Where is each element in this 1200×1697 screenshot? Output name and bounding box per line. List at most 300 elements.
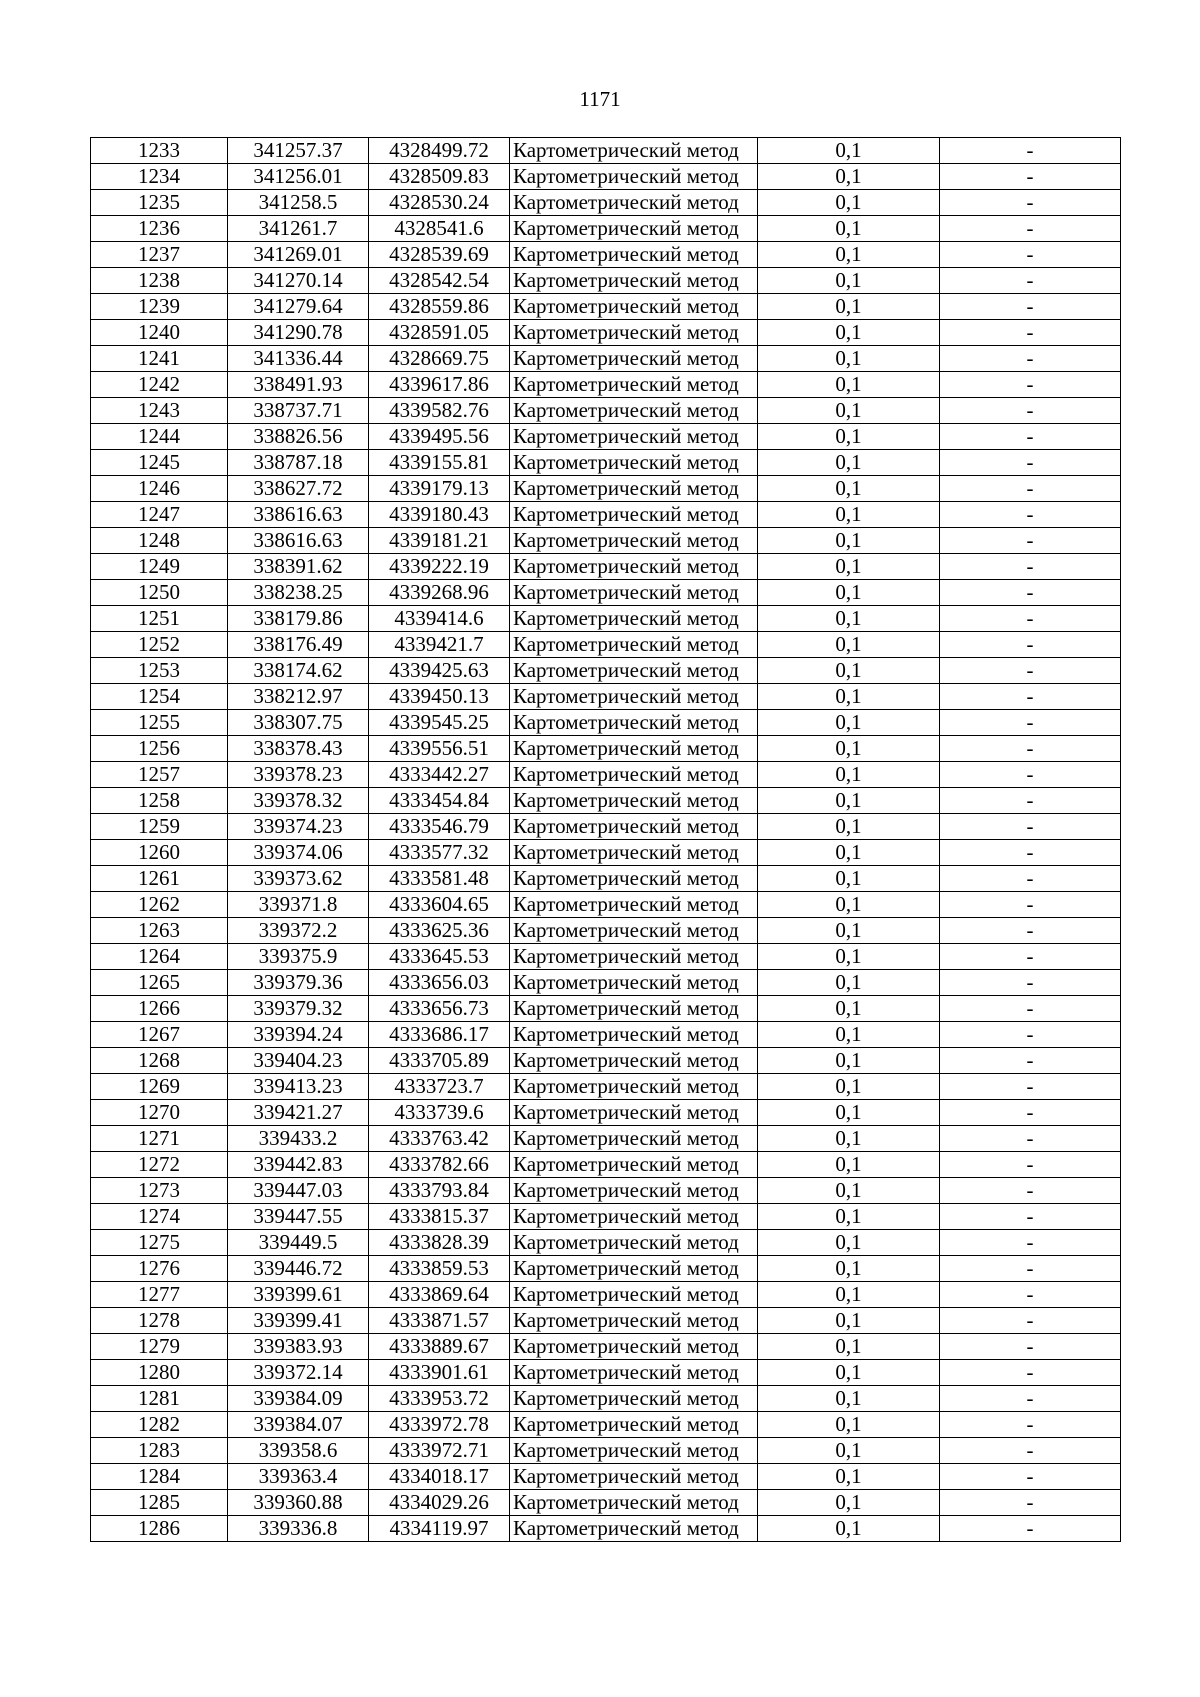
method-cell: Картометрический метод xyxy=(510,840,758,866)
x-coordinate-cell: 338616.63 xyxy=(228,502,369,528)
point-number-cell: 1238 xyxy=(91,268,228,294)
x-coordinate-cell: 339394.24 xyxy=(228,1022,369,1048)
extra-cell: - xyxy=(940,1256,1121,1282)
x-coordinate-cell: 341270.14 xyxy=(228,268,369,294)
y-coordinate-cell: 4333739.6 xyxy=(369,1100,510,1126)
x-coordinate-cell: 341256.01 xyxy=(228,164,369,190)
table-row xyxy=(91,1126,1121,1152)
accuracy-cell: 0,1 xyxy=(758,1022,940,1048)
y-coordinate-cell: 4328541.6 xyxy=(369,216,510,242)
y-coordinate-cell: 4339180.43 xyxy=(369,502,510,528)
extra-cell: - xyxy=(940,1074,1121,1100)
x-coordinate-cell: 339449.5 xyxy=(228,1230,369,1256)
extra-cell: - xyxy=(940,1126,1121,1152)
table-row xyxy=(91,372,1121,398)
y-coordinate-cell: 4328559.86 xyxy=(369,294,510,320)
method-cell: Картометрический метод xyxy=(510,918,758,944)
y-coordinate-cell: 4333442.27 xyxy=(369,762,510,788)
extra-cell: - xyxy=(940,892,1121,918)
table-row xyxy=(91,320,1121,346)
method-cell: Картометрический метод xyxy=(510,944,758,970)
x-coordinate-cell: 339404.23 xyxy=(228,1048,369,1074)
y-coordinate-cell: 4334119.97 xyxy=(369,1516,510,1542)
extra-cell: - xyxy=(940,1334,1121,1360)
accuracy-cell: 0,1 xyxy=(758,918,940,944)
extra-cell: - xyxy=(940,216,1121,242)
y-coordinate-cell: 4333656.03 xyxy=(369,970,510,996)
point-number-cell: 1279 xyxy=(91,1334,228,1360)
table-row xyxy=(91,1412,1121,1438)
x-coordinate-cell: 339384.07 xyxy=(228,1412,369,1438)
point-number-cell: 1257 xyxy=(91,762,228,788)
x-coordinate-cell: 339384.09 xyxy=(228,1386,369,1412)
table-row xyxy=(91,268,1121,294)
y-coordinate-cell: 4333889.67 xyxy=(369,1334,510,1360)
accuracy-cell: 0,1 xyxy=(758,1516,940,1542)
y-coordinate-cell: 4339222.19 xyxy=(369,554,510,580)
accuracy-cell: 0,1 xyxy=(758,710,940,736)
extra-cell: - xyxy=(940,294,1121,320)
x-coordinate-cell: 338378.43 xyxy=(228,736,369,762)
table-row xyxy=(91,164,1121,190)
extra-cell: - xyxy=(940,1438,1121,1464)
extra-cell: - xyxy=(940,1022,1121,1048)
accuracy-cell: 0,1 xyxy=(758,970,940,996)
table-row xyxy=(91,944,1121,970)
extra-cell: - xyxy=(940,1048,1121,1074)
coordinates-table xyxy=(90,137,1121,1542)
table-row xyxy=(91,1516,1121,1542)
point-number-cell: 1267 xyxy=(91,1022,228,1048)
x-coordinate-cell: 338176.49 xyxy=(228,632,369,658)
x-coordinate-cell: 339447.55 xyxy=(228,1204,369,1230)
extra-cell: - xyxy=(940,1178,1121,1204)
x-coordinate-cell: 339421.27 xyxy=(228,1100,369,1126)
x-coordinate-cell: 339399.61 xyxy=(228,1282,369,1308)
point-number-cell: 1233 xyxy=(91,138,228,164)
point-number-cell: 1245 xyxy=(91,450,228,476)
x-coordinate-cell: 338826.56 xyxy=(228,424,369,450)
extra-cell: - xyxy=(940,398,1121,424)
accuracy-cell: 0,1 xyxy=(758,814,940,840)
y-coordinate-cell: 4333656.73 xyxy=(369,996,510,1022)
extra-cell: - xyxy=(940,606,1121,632)
accuracy-cell: 0,1 xyxy=(758,476,940,502)
extra-cell: - xyxy=(940,1152,1121,1178)
x-coordinate-cell: 339442.83 xyxy=(228,1152,369,1178)
extra-cell: - xyxy=(940,1308,1121,1334)
method-cell: Картометрический метод xyxy=(510,1074,758,1100)
point-number-cell: 1283 xyxy=(91,1438,228,1464)
point-number-cell: 1261 xyxy=(91,866,228,892)
x-coordinate-cell: 341279.64 xyxy=(228,294,369,320)
point-number-cell: 1272 xyxy=(91,1152,228,1178)
accuracy-cell: 0,1 xyxy=(758,1308,940,1334)
x-coordinate-cell: 339413.23 xyxy=(228,1074,369,1100)
method-cell: Картометрический метод xyxy=(510,606,758,632)
accuracy-cell: 0,1 xyxy=(758,502,940,528)
point-number-cell: 1241 xyxy=(91,346,228,372)
point-number-cell: 1236 xyxy=(91,216,228,242)
x-coordinate-cell: 338737.71 xyxy=(228,398,369,424)
table-row xyxy=(91,1204,1121,1230)
extra-cell: - xyxy=(940,346,1121,372)
table-row xyxy=(91,138,1121,164)
extra-cell: - xyxy=(940,1490,1121,1516)
method-cell: Картометрический метод xyxy=(510,138,758,164)
point-number-cell: 1247 xyxy=(91,502,228,528)
table-row xyxy=(91,996,1121,1022)
method-cell: Картометрический метод xyxy=(510,372,758,398)
table-row xyxy=(91,1360,1121,1386)
method-cell: Картометрический метод xyxy=(510,1230,758,1256)
x-coordinate-cell: 339378.32 xyxy=(228,788,369,814)
y-coordinate-cell: 4333793.84 xyxy=(369,1178,510,1204)
x-coordinate-cell: 339374.06 xyxy=(228,840,369,866)
extra-cell: - xyxy=(940,528,1121,554)
coordinates-table-body xyxy=(91,138,1121,1542)
table-row xyxy=(91,866,1121,892)
table-row xyxy=(91,814,1121,840)
y-coordinate-cell: 4328539.69 xyxy=(369,242,510,268)
x-coordinate-cell: 339379.32 xyxy=(228,996,369,1022)
accuracy-cell: 0,1 xyxy=(758,554,940,580)
accuracy-cell: 0,1 xyxy=(758,1282,940,1308)
x-coordinate-cell: 339372.2 xyxy=(228,918,369,944)
x-coordinate-cell: 338174.62 xyxy=(228,658,369,684)
method-cell: Картометрический метод xyxy=(510,736,758,762)
accuracy-cell: 0,1 xyxy=(758,1412,940,1438)
accuracy-cell: 0,1 xyxy=(758,1334,940,1360)
x-coordinate-cell: 341290.78 xyxy=(228,320,369,346)
y-coordinate-cell: 4339268.96 xyxy=(369,580,510,606)
x-coordinate-cell: 339372.14 xyxy=(228,1360,369,1386)
point-number-cell: 1235 xyxy=(91,190,228,216)
extra-cell: - xyxy=(940,138,1121,164)
extra-cell: - xyxy=(940,1360,1121,1386)
table-row xyxy=(91,398,1121,424)
point-number-cell: 1239 xyxy=(91,294,228,320)
accuracy-cell: 0,1 xyxy=(758,1230,940,1256)
accuracy-cell: 0,1 xyxy=(758,398,940,424)
table-row xyxy=(91,710,1121,736)
extra-cell: - xyxy=(940,788,1121,814)
accuracy-cell: 0,1 xyxy=(758,346,940,372)
y-coordinate-cell: 4333686.17 xyxy=(369,1022,510,1048)
y-coordinate-cell: 4333859.53 xyxy=(369,1256,510,1282)
point-number-cell: 1260 xyxy=(91,840,228,866)
accuracy-cell: 0,1 xyxy=(758,138,940,164)
y-coordinate-cell: 4333604.65 xyxy=(369,892,510,918)
y-coordinate-cell: 4333901.61 xyxy=(369,1360,510,1386)
accuracy-cell: 0,1 xyxy=(758,294,940,320)
accuracy-cell: 0,1 xyxy=(758,1386,940,1412)
method-cell: Картометрический метод xyxy=(510,502,758,528)
table-row xyxy=(91,684,1121,710)
point-number-cell: 1240 xyxy=(91,320,228,346)
extra-cell: - xyxy=(940,710,1121,736)
extra-cell: - xyxy=(940,840,1121,866)
y-coordinate-cell: 4333723.7 xyxy=(369,1074,510,1100)
accuracy-cell: 0,1 xyxy=(758,1464,940,1490)
accuracy-cell: 0,1 xyxy=(758,1256,940,1282)
extra-cell: - xyxy=(940,1412,1121,1438)
table-row xyxy=(91,736,1121,762)
table-row xyxy=(91,632,1121,658)
table-row xyxy=(91,1256,1121,1282)
point-number-cell: 1251 xyxy=(91,606,228,632)
table-row xyxy=(91,424,1121,450)
table-row xyxy=(91,1334,1121,1360)
y-coordinate-cell: 4333546.79 xyxy=(369,814,510,840)
table-row xyxy=(91,1100,1121,1126)
point-number-cell: 1276 xyxy=(91,1256,228,1282)
point-number-cell: 1269 xyxy=(91,1074,228,1100)
point-number-cell: 1278 xyxy=(91,1308,228,1334)
y-coordinate-cell: 4339179.13 xyxy=(369,476,510,502)
y-coordinate-cell: 4333763.42 xyxy=(369,1126,510,1152)
x-coordinate-cell: 339336.8 xyxy=(228,1516,369,1542)
method-cell: Картометрический метод xyxy=(510,710,758,736)
method-cell: Картометрический метод xyxy=(510,216,758,242)
accuracy-cell: 0,1 xyxy=(758,788,940,814)
point-number-cell: 1252 xyxy=(91,632,228,658)
table-row xyxy=(91,190,1121,216)
x-coordinate-cell: 341257.37 xyxy=(228,138,369,164)
point-number-cell: 1277 xyxy=(91,1282,228,1308)
y-coordinate-cell: 4339556.51 xyxy=(369,736,510,762)
extra-cell: - xyxy=(940,866,1121,892)
method-cell: Картометрический метод xyxy=(510,554,758,580)
method-cell: Картометрический метод xyxy=(510,1048,758,1074)
x-coordinate-cell: 338627.72 xyxy=(228,476,369,502)
accuracy-cell: 0,1 xyxy=(758,1178,940,1204)
method-cell: Картометрический метод xyxy=(510,1490,758,1516)
y-coordinate-cell: 4328669.75 xyxy=(369,346,510,372)
method-cell: Картометрический метод xyxy=(510,528,758,554)
extra-cell: - xyxy=(940,970,1121,996)
method-cell: Картометрический метод xyxy=(510,684,758,710)
point-number-cell: 1280 xyxy=(91,1360,228,1386)
table-row xyxy=(91,1074,1121,1100)
method-cell: Картометрический метод xyxy=(510,996,758,1022)
y-coordinate-cell: 4328509.83 xyxy=(369,164,510,190)
point-number-cell: 1258 xyxy=(91,788,228,814)
y-coordinate-cell: 4333869.64 xyxy=(369,1282,510,1308)
point-number-cell: 1255 xyxy=(91,710,228,736)
method-cell: Картометрический метод xyxy=(510,892,758,918)
extra-cell: - xyxy=(940,190,1121,216)
table-row xyxy=(91,840,1121,866)
point-number-cell: 1285 xyxy=(91,1490,228,1516)
point-number-cell: 1284 xyxy=(91,1464,228,1490)
point-number-cell: 1237 xyxy=(91,242,228,268)
extra-cell: - xyxy=(940,736,1121,762)
accuracy-cell: 0,1 xyxy=(758,1126,940,1152)
y-coordinate-cell: 4339450.13 xyxy=(369,684,510,710)
x-coordinate-cell: 339358.6 xyxy=(228,1438,369,1464)
extra-cell: - xyxy=(940,1204,1121,1230)
y-coordinate-cell: 4333815.37 xyxy=(369,1204,510,1230)
extra-cell: - xyxy=(940,658,1121,684)
point-number-cell: 1265 xyxy=(91,970,228,996)
accuracy-cell: 0,1 xyxy=(758,1204,940,1230)
x-coordinate-cell: 338787.18 xyxy=(228,450,369,476)
x-coordinate-cell: 339360.88 xyxy=(228,1490,369,1516)
y-coordinate-cell: 4333705.89 xyxy=(369,1048,510,1074)
point-number-cell: 1264 xyxy=(91,944,228,970)
table-row xyxy=(91,970,1121,996)
x-coordinate-cell: 338491.93 xyxy=(228,372,369,398)
point-number-cell: 1275 xyxy=(91,1230,228,1256)
y-coordinate-cell: 4328530.24 xyxy=(369,190,510,216)
point-number-cell: 1254 xyxy=(91,684,228,710)
accuracy-cell: 0,1 xyxy=(758,1100,940,1126)
method-cell: Картометрический метод xyxy=(510,788,758,814)
extra-cell: - xyxy=(940,320,1121,346)
accuracy-cell: 0,1 xyxy=(758,164,940,190)
y-coordinate-cell: 4333782.66 xyxy=(369,1152,510,1178)
method-cell: Картометрический метод xyxy=(510,632,758,658)
extra-cell: - xyxy=(940,164,1121,190)
extra-cell: - xyxy=(940,372,1121,398)
y-coordinate-cell: 4339181.21 xyxy=(369,528,510,554)
point-number-cell: 1250 xyxy=(91,580,228,606)
accuracy-cell: 0,1 xyxy=(758,1438,940,1464)
point-number-cell: 1248 xyxy=(91,528,228,554)
extra-cell: - xyxy=(940,268,1121,294)
method-cell: Картометрический метод xyxy=(510,1282,758,1308)
accuracy-cell: 0,1 xyxy=(758,1360,940,1386)
method-cell: Картометрический метод xyxy=(510,424,758,450)
y-coordinate-cell: 4339617.86 xyxy=(369,372,510,398)
accuracy-cell: 0,1 xyxy=(758,684,940,710)
method-cell: Картометрический метод xyxy=(510,346,758,372)
y-coordinate-cell: 4333454.84 xyxy=(369,788,510,814)
point-number-cell: 1263 xyxy=(91,918,228,944)
table-row xyxy=(91,450,1121,476)
y-coordinate-cell: 4328542.54 xyxy=(369,268,510,294)
point-number-cell: 1244 xyxy=(91,424,228,450)
x-coordinate-cell: 339378.23 xyxy=(228,762,369,788)
point-number-cell: 1249 xyxy=(91,554,228,580)
point-number-cell: 1273 xyxy=(91,1178,228,1204)
method-cell: Картометрический метод xyxy=(510,476,758,502)
x-coordinate-cell: 338616.63 xyxy=(228,528,369,554)
accuracy-cell: 0,1 xyxy=(758,762,940,788)
x-coordinate-cell: 341336.44 xyxy=(228,346,369,372)
method-cell: Картометрический метод xyxy=(510,866,758,892)
accuracy-cell: 0,1 xyxy=(758,996,940,1022)
x-coordinate-cell: 339373.62 xyxy=(228,866,369,892)
method-cell: Картометрический метод xyxy=(510,1438,758,1464)
extra-cell: - xyxy=(940,1516,1121,1542)
method-cell: Картометрический метод xyxy=(510,762,758,788)
y-coordinate-cell: 4334029.26 xyxy=(369,1490,510,1516)
method-cell: Картометрический метод xyxy=(510,294,758,320)
point-number-cell: 1256 xyxy=(91,736,228,762)
accuracy-cell: 0,1 xyxy=(758,268,940,294)
method-cell: Картометрический метод xyxy=(510,1152,758,1178)
method-cell: Картометрический метод xyxy=(510,1204,758,1230)
point-number-cell: 1243 xyxy=(91,398,228,424)
y-coordinate-cell: 4339425.63 xyxy=(369,658,510,684)
method-cell: Картометрический метод xyxy=(510,450,758,476)
table-row xyxy=(91,1152,1121,1178)
extra-cell: - xyxy=(940,450,1121,476)
y-coordinate-cell: 4328499.72 xyxy=(369,138,510,164)
table-row xyxy=(91,346,1121,372)
accuracy-cell: 0,1 xyxy=(758,866,940,892)
accuracy-cell: 0,1 xyxy=(758,450,940,476)
y-coordinate-cell: 4333581.48 xyxy=(369,866,510,892)
accuracy-cell: 0,1 xyxy=(758,528,940,554)
table-row xyxy=(91,788,1121,814)
x-coordinate-cell: 339379.36 xyxy=(228,970,369,996)
point-number-cell: 1268 xyxy=(91,1048,228,1074)
extra-cell: - xyxy=(940,476,1121,502)
method-cell: Картометрический метод xyxy=(510,1022,758,1048)
method-cell: Картометрический метод xyxy=(510,1178,758,1204)
extra-cell: - xyxy=(940,632,1121,658)
x-coordinate-cell: 338238.25 xyxy=(228,580,369,606)
x-coordinate-cell: 338391.62 xyxy=(228,554,369,580)
accuracy-cell: 0,1 xyxy=(758,580,940,606)
method-cell: Картометрический метод xyxy=(510,164,758,190)
y-coordinate-cell: 4333953.72 xyxy=(369,1386,510,1412)
point-number-cell: 1286 xyxy=(91,1516,228,1542)
extra-cell: - xyxy=(940,814,1121,840)
table-row xyxy=(91,1308,1121,1334)
table-row xyxy=(91,1230,1121,1256)
accuracy-cell: 0,1 xyxy=(758,632,940,658)
method-cell: Картометрический метод xyxy=(510,1256,758,1282)
table-row xyxy=(91,294,1121,320)
x-coordinate-cell: 338307.75 xyxy=(228,710,369,736)
x-coordinate-cell: 339375.9 xyxy=(228,944,369,970)
extra-cell: - xyxy=(940,996,1121,1022)
y-coordinate-cell: 4339582.76 xyxy=(369,398,510,424)
y-coordinate-cell: 4328591.05 xyxy=(369,320,510,346)
y-coordinate-cell: 4339545.25 xyxy=(369,710,510,736)
table-row xyxy=(91,476,1121,502)
accuracy-cell: 0,1 xyxy=(758,840,940,866)
extra-cell: - xyxy=(940,580,1121,606)
table-row xyxy=(91,580,1121,606)
y-coordinate-cell: 4333871.57 xyxy=(369,1308,510,1334)
x-coordinate-cell: 339447.03 xyxy=(228,1178,369,1204)
method-cell: Картометрический метод xyxy=(510,398,758,424)
point-number-cell: 1262 xyxy=(91,892,228,918)
x-coordinate-cell: 338212.97 xyxy=(228,684,369,710)
extra-cell: - xyxy=(940,1386,1121,1412)
method-cell: Картометрический метод xyxy=(510,1100,758,1126)
point-number-cell: 1246 xyxy=(91,476,228,502)
y-coordinate-cell: 4333972.78 xyxy=(369,1412,510,1438)
extra-cell: - xyxy=(940,502,1121,528)
table-row xyxy=(91,554,1121,580)
method-cell: Картометрический метод xyxy=(510,1126,758,1152)
accuracy-cell: 0,1 xyxy=(758,216,940,242)
table-row xyxy=(91,606,1121,632)
point-number-cell: 1253 xyxy=(91,658,228,684)
accuracy-cell: 0,1 xyxy=(758,424,940,450)
extra-cell: - xyxy=(940,554,1121,580)
extra-cell: - xyxy=(940,424,1121,450)
y-coordinate-cell: 4333625.36 xyxy=(369,918,510,944)
method-cell: Картометрический метод xyxy=(510,242,758,268)
extra-cell: - xyxy=(940,1230,1121,1256)
